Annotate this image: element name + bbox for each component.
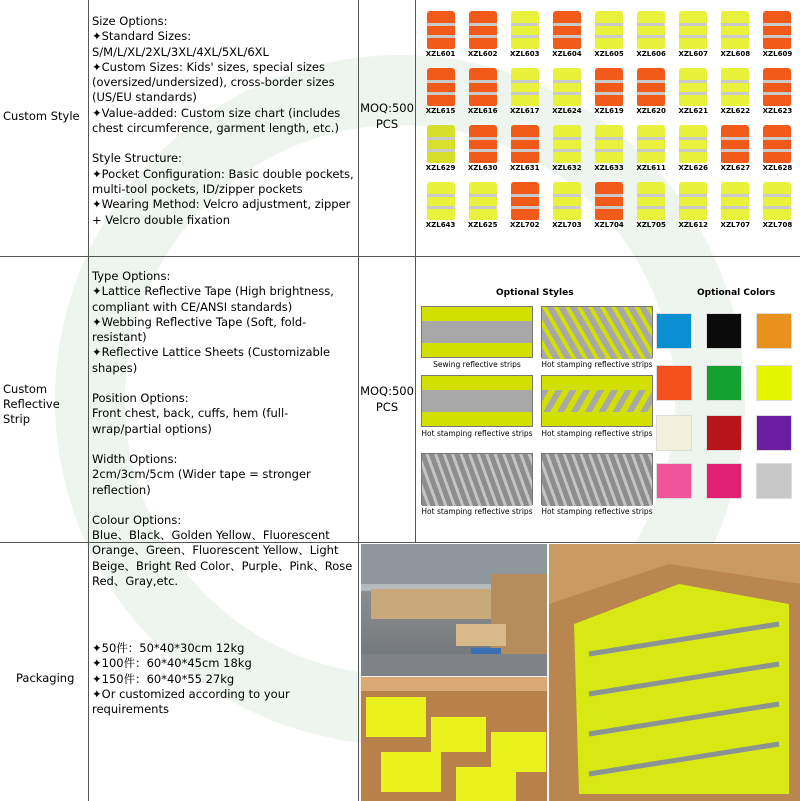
product-image [464,118,501,163]
color-swatch [706,463,742,499]
boxes-illustration [361,677,547,801]
product-code: XZL612 [678,221,708,229]
product-image [633,175,670,220]
color-swatch [706,313,742,349]
warehouse-illustration [361,544,547,676]
color-swatch [656,365,692,401]
product-image [548,4,585,49]
reflective-strip-sample [421,306,533,358]
row-label: Custom Style [3,109,80,123]
row-packaging [0,542,800,801]
product-code: XZL630 [467,164,498,172]
color-swatch [656,415,692,451]
product-image [591,118,628,163]
product-item [588,118,629,174]
product-image [675,175,712,220]
product-image [506,61,543,106]
description-line: Colour Options: [92,512,182,527]
product-item [715,175,756,231]
product-code: XZL604 [552,50,582,58]
description-line: ✦Webbing Reflective Tape (Soft, fold-resistant) [92,314,307,345]
product-image [759,118,796,163]
vest-graphic [595,125,623,163]
product-item [462,61,503,117]
product-item [420,61,461,117]
vest-graphic [511,125,539,163]
product-code: XZL708 [762,221,793,229]
optional-styles-title: Optional Styles [496,288,574,298]
product-item [631,175,672,231]
moq-cell [358,257,415,543]
color-swatch [756,313,792,349]
spacer [92,437,356,452]
product-item [673,175,714,231]
product-image [464,4,501,49]
product-code: XZL633 [594,164,624,172]
product-image [506,175,543,220]
vest-graphic [427,182,455,220]
vest-graphic [511,11,539,49]
description-cell [88,543,358,801]
product-image [633,118,670,163]
description-line: ✦Lattice Reflective Tape (High brightness, compliant with CE/ANSI standards) [92,284,334,314]
product-item [462,175,503,231]
description-line: ✦50件：50*40*30cm 12kg [92,641,245,655]
vest-graphic [637,182,665,220]
vest-graphic [427,125,455,163]
reflective-strip-sample [421,453,533,505]
description-line: Type Options: [92,269,171,283]
row-label-cell [0,0,88,256]
product-code: XZL605 [594,50,624,58]
row-label: Packaging [16,671,75,685]
product-code: XZL707 [720,221,751,229]
vest-graphic [469,182,497,220]
product-image [717,175,754,220]
reflective-options-cell [415,257,800,543]
product-image [717,4,754,49]
reflective-strip-sample [541,306,653,358]
row-custom-style [0,0,800,256]
vest-graphic [721,182,749,220]
strip-core [542,307,652,359]
product-image [633,61,670,106]
product-code: XZL602 [467,50,498,58]
product-image [759,61,796,106]
product-code: XZL628 [762,164,793,172]
product-image [717,118,754,163]
product-image [717,61,754,106]
vest-graphic [679,125,707,163]
product-code: XZL621 [678,107,708,115]
product-item [504,61,545,117]
vest-graphic [469,68,497,106]
product-image [464,61,501,106]
description-line: Width Options: [92,451,178,466]
description-line: ✦Value-added: Custom size chart (includes chest circumference, garment length, etc.) [92,105,341,136]
product-item [546,118,587,174]
product-code: XZL622 [720,107,751,115]
description-line: ✦Wearing Method: Velcro adjustment, zipper + Velcro double fixation [92,197,351,227]
vest-graphic [511,68,539,106]
product-item [420,118,461,174]
product-image [506,4,543,49]
product-image [422,61,459,106]
vest-graphic [553,11,581,49]
vest-graphic [763,125,791,163]
product-item [631,4,672,60]
product-image [548,61,585,106]
product-image [464,175,501,220]
product-code: XZL705 [636,221,666,229]
color-swatch [756,415,792,451]
product-code: XZL632 [552,164,582,172]
vest-graphic [763,182,791,220]
product-image [591,4,628,49]
product-code: XZL629 [425,164,456,172]
description-line: ✦Custom Sizes: Kids' sizes, special sizes (oversized/undersized), cross-border sizes (US/EU standards) [92,59,335,105]
vest-graphic [763,11,791,49]
vest-graphic [721,125,749,163]
product-code: XZL623 [762,107,793,115]
vest-graphic [553,125,581,163]
vest-graphic [679,68,707,106]
product-grid [420,4,798,231]
optional-colors-title: Optional Colors [697,288,776,298]
description-line: ✦100件：60*40*45cm 18kg [92,656,252,671]
vest-graphic [679,182,707,220]
row-label-cell [0,257,88,543]
product-image [548,118,585,163]
vest-graphic [721,68,749,106]
strip-core [422,321,532,343]
product-item [462,4,503,60]
product-code: XZL603 [510,50,540,58]
product-image [675,118,712,163]
color-swatch [706,415,742,451]
product-item [715,4,756,60]
product-item [546,4,587,60]
product-image [675,4,712,49]
product-image [548,175,585,220]
description-line: ✦150件：60*40*55 27kg [92,671,235,686]
strip-core [542,454,652,506]
moq-text: MOQ:500 PCS [360,101,414,131]
product-code: XZL620 [636,107,666,115]
description-line: ✦Pocket Configuration: Basic double pockets, multi-tool pockets, ID/zipper pockets [92,166,354,196]
description-line: ✦Reflective Lattice Sheets (Customizable shapes) [92,345,331,375]
description-cell [88,257,358,589]
product-code: XZL617 [510,107,540,115]
strip-core [542,390,652,412]
product-item [757,61,798,117]
product-code: XZL627 [720,164,751,172]
product-code: XZL616 [467,107,498,115]
vest-graphic [595,182,623,220]
product-image [591,61,628,106]
product-item [588,61,629,117]
product-item [546,175,587,231]
vest-graphic [595,11,623,49]
strip-caption: Hot stamping reflective strips [541,507,653,516]
product-item [504,4,545,60]
spacer [92,136,356,151]
spacer [92,376,356,391]
vest-graphic [553,182,581,220]
product-code: XZL601 [425,50,456,58]
product-code: XZL619 [594,107,624,115]
product-code: XZL607 [678,50,708,58]
vest-graphic [595,68,623,106]
product-item [504,118,545,174]
strip-core [422,454,532,506]
product-item [673,61,714,117]
strip-caption: Hot stamping reflective strips [541,360,653,369]
moq-cell [358,0,415,256]
product-item [673,118,714,174]
strip-caption: Sewing reflective strips [433,360,521,369]
color-swatch [756,365,792,401]
product-code: XZL626 [678,164,708,172]
vest-graphic [469,11,497,49]
row-reflective-strip [0,256,800,589]
product-image [506,118,543,163]
description-line: Size Options: [92,14,168,28]
box-closeup-illustration [549,544,800,801]
product-item [420,175,461,231]
vest-graphic [637,11,665,49]
description-line: ✦Standard Sizes: S/M/L/XL/2XL/3XL/4XL/5XL/6XL [92,29,269,59]
product-item [588,175,629,231]
strip-caption: Hot stamping reflective strips [421,429,533,438]
color-swatch [706,365,742,401]
product-image [759,4,796,49]
vest-graphic [637,68,665,106]
strip-core [422,390,532,412]
product-image [422,118,459,163]
product-code: XZL611 [636,164,666,172]
product-item [546,61,587,117]
boxes-photo [361,677,547,801]
row-label-cell [0,543,88,801]
description-line: Position Options: [92,391,189,406]
vest-graphic [763,68,791,106]
description-line: 2cm/3cm/5cm (Wider tape = stronger reflection) [92,467,311,497]
strip-caption: Hot stamping reflective strips [421,507,533,516]
product-item [420,4,461,60]
description-line: Blue、Black、Golden Yellow、Fluorescent Orange、Green、Fluorescent Yellow、Light Beige、Bright Red Color、Purple、Pink、Rose Red、Gray,etc. [92,528,353,589]
row-label: Custom Reflective Strip [3,382,60,426]
description-cell [88,0,358,256]
vest-graphic [679,11,707,49]
product-code: XZL631 [510,164,540,172]
product-image [759,175,796,220]
product-code: XZL703 [552,221,582,229]
product-image [422,4,459,49]
description-line: ✦Or customized according to your requirements [92,686,290,717]
vest-graphic [553,68,581,106]
product-code: XZL624 [552,107,582,115]
vest-graphic [721,11,749,49]
product-item [631,61,672,117]
box-closeup-photo [549,544,800,801]
product-code: XZL704 [594,221,624,229]
product-image [675,61,712,106]
vest-graphic [427,11,455,49]
product-item [757,175,798,231]
description-line: Style Structure: [92,151,182,166]
product-item [757,118,798,174]
product-code: XZL702 [510,221,540,229]
product-code: XZL608 [720,50,751,58]
product-image [422,175,459,220]
product-item [715,118,756,174]
reflective-strip-sample [421,375,533,427]
description-line: Front chest, back, cuffs, hem (full-wrap/partial options) [92,406,289,436]
warehouse-photo [361,544,547,676]
product-code: XZL606 [636,50,666,58]
reflective-strip-sample [541,453,653,505]
vest-graphic [637,125,665,163]
packaging-photos-cell [358,543,800,801]
moq-text: MOQ:500 PCS [360,384,414,414]
product-code: XZL625 [467,221,498,229]
vest-graphic [511,182,539,220]
product-code: XZL643 [425,221,456,229]
product-item [757,4,798,60]
product-item [588,4,629,60]
reflective-strip-sample [541,375,653,427]
spacer [92,498,356,513]
products-cell [415,0,800,256]
vest-graphic [427,68,455,106]
color-swatch [656,313,692,349]
product-item [504,175,545,231]
product-code: XZL615 [425,107,456,115]
color-swatch [756,463,792,499]
product-item [631,118,672,174]
product-code: XZL609 [762,50,793,58]
product-image [591,175,628,220]
custom-style-description [92,14,356,228]
strip-caption: Hot stamping reflective strips [541,429,653,438]
packaging-description [92,641,356,717]
product-item [462,118,503,174]
product-item [715,61,756,117]
vest-graphic [469,125,497,163]
product-item [673,4,714,60]
product-image [633,4,670,49]
color-swatch [656,463,692,499]
